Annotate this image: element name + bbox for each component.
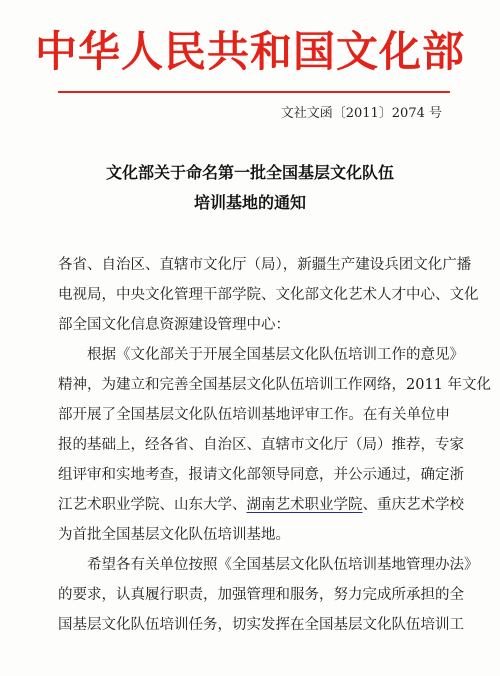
salutation-line-2: 电视局，中央文化管理干部学院、文化部文化艺术人才中心、文化 [58,287,479,303]
paragraph-2-line-1: 希望各有关单位按照《全国基层文化队伍培训基地管理办法》 [58,557,479,573]
document-title-line-1: 文化部关于命名第一批全国基层文化队伍 [105,163,394,182]
paragraph-1-line-6-a: 江艺术职业学院、山东大学、 [58,497,247,513]
underlined-school-name: 湖南艺术职业学院 [246,497,363,513]
paragraph-1-line-7: 为首批全国基层文化队伍培训基地。 [58,527,290,543]
document-number: 文社文函〔2011〕2074 号 [280,106,442,121]
paragraph-1-line-3: 部开展了全国基层文化队伍培训基地评审工作。在有关单位申 [58,407,450,423]
document-title [0,158,500,218]
paragraph-1-line-4: 报的基础上，经各省、自治区、直辖市文化厅（局）推荐，专家 [58,437,464,453]
document-body [58,250,492,640]
salutation-line-1: 各省、自治区、直辖市文化厅（局），新疆生产建设兵团文化广播 [58,257,472,273]
paragraph-2-line-3: 国基层文化队伍培训任务，切实发挥在全国基层文化队伍培训工 [58,617,464,633]
paragraph-1-line-1: 根据《文化部关于开展全国基层文化队伍培训工作的意见》 [58,347,464,363]
paragraph-1-line-2: 精神，为建立和完善全国基层文化队伍培训工作网络，2011 年文化 [58,377,492,393]
salutation-line-3: 部全国文化信息资源建设管理中心： [58,317,290,333]
issuer-header: 中华人民共和国文化部 [34,27,465,76]
paragraph-1-line-6 [58,490,464,520]
document-title-line-2: 培训基地的通知 [193,193,306,212]
paragraph-1-line-6-b: 、重庆艺术学校 [362,497,464,513]
paragraph-2-line-2: 的要求，认真履行职责，加强管理和服务，努力完成所承担的全 [58,587,464,603]
header-red-rule [58,91,450,93]
paragraph-1-line-5: 组评审和实地考查，报请文化部领导同意，并公示通过，确定浙 [58,467,464,483]
